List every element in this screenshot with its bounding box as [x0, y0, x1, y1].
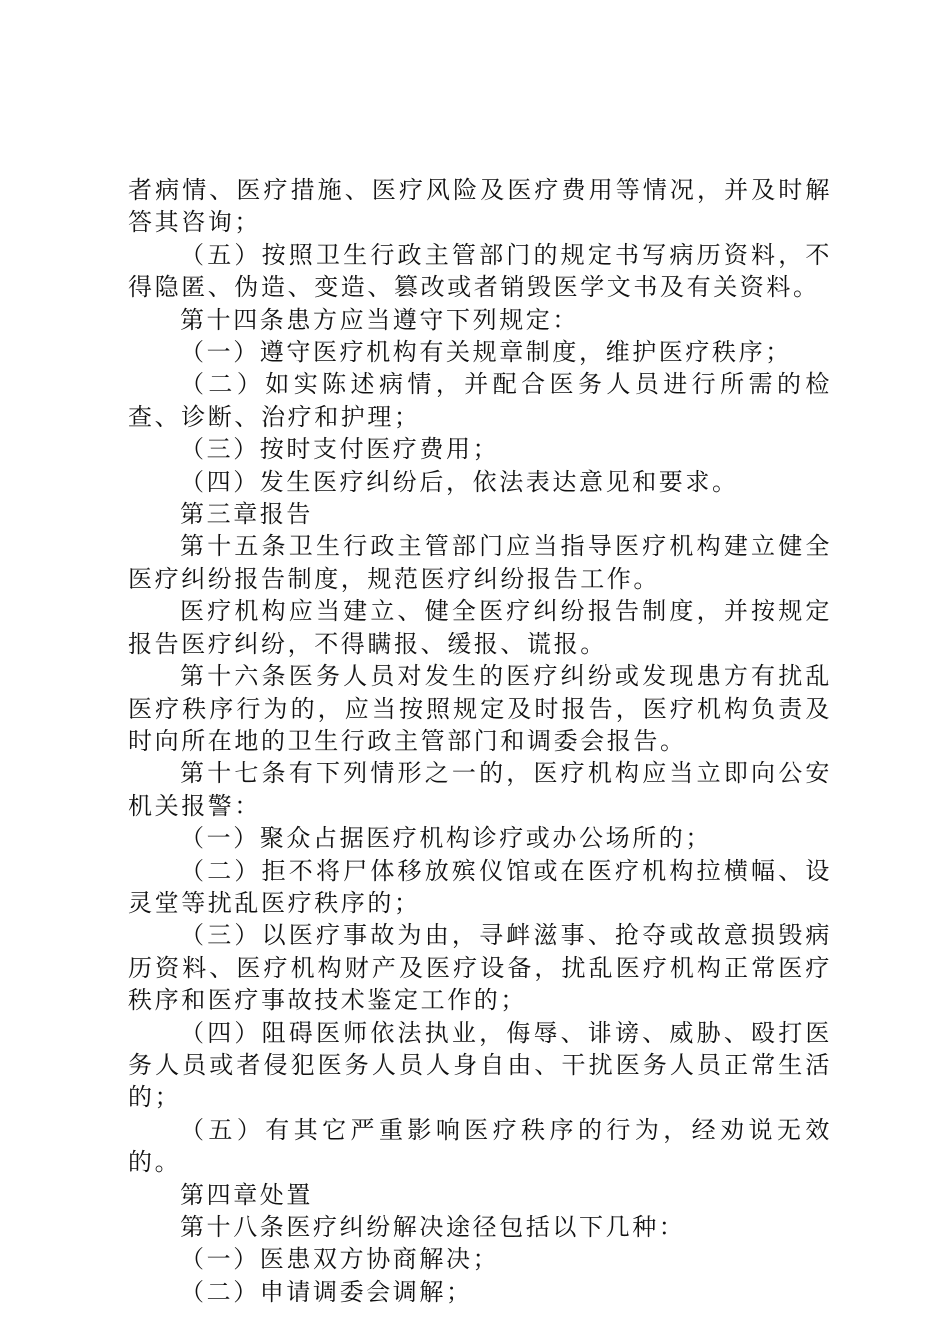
paragraph-4: （一）遵守医疗机构有关规章制度，维护医疗秩序；: [180, 338, 792, 367]
paragraph-11: 第十六条医务人员对发生的医疗纠纷或发现患方有扰乱医疗秩序行为的，应当按照规定及时报告，医疗机构负责及时向所在地的卫生行政主管部门和调委会报告。: [128, 662, 832, 755]
paragraph-16: （四）阻碍医师依法执业，侮辱、诽谤、威胁、殴打医务人员或者侵犯医务人员人身自由、干扰医务人员正常生活的；: [128, 1018, 832, 1112]
paragraph-21: （二）申请调委会调解；: [180, 1277, 473, 1306]
paragraph-17: （五）有其它严重影响医疗秩序的行为，经劝说无效的。: [128, 1115, 832, 1177]
paragraph-10: 医疗机构应当建立、健全医疗纠纷报告制度，并按规定报告医疗纠纷，不得瞒报、缓报、谎报。: [128, 597, 832, 658]
paragraph-1: 者病情、医疗措施、医疗风险及医疗费用等情况，并及时解答其咨询；: [128, 176, 832, 237]
paragraph-14: （二）拒不将尸体移放殡仪馆或在医疗机构拉横幅、设灵堂等扰乱医疗秩序的；: [128, 856, 832, 917]
paragraph-7: （四）发生医疗纠纷后，依法表达意见和要求。: [180, 467, 739, 496]
paragraph-9: 第十五条卫生行政主管部门应当指导医疗机构建立健全医疗纠纷报告制度，规范医疗纠纷报告工作。: [128, 532, 832, 593]
paragraph-19: 第十八条医疗纠纷解决途径包括以下几种：: [180, 1213, 686, 1241]
paragraph-20: （一）医患双方协商解决；: [180, 1245, 500, 1274]
paragraph-13: （一）聚众占据医疗机构诊疗或办公场所的；: [180, 824, 712, 853]
document-body: [128, 174, 832, 1308]
paragraph-15: （三）以医疗事故为由，寻衅滋事、抢夺或故意损毁病历资料、医疗机构财产及医疗设备，扰乱医疗机构正常医疗秩序和医疗事故技术鉴定工作的；: [128, 921, 832, 1015]
paragraph-5: （二）如实陈述病情，并配合医务人员进行所需的检查、诊断、治疗和护理；: [128, 370, 832, 431]
chapter-heading-4: 第四章处置: [180, 1180, 313, 1209]
paragraph-12: 第十七条有下列情形之一的，医疗机构应当立即向公安机关报警：: [128, 759, 832, 820]
chapter-heading-3: 第三章报告: [180, 500, 313, 529]
paragraph-2: （五）按照卫生行政主管部门的规定书写病历资料，不得隐匿、伪造、变造、篡改或者销毁医学文书及有关资料。: [128, 240, 832, 302]
paragraph-6: （三）按时支付医疗费用；: [180, 435, 500, 464]
paragraph-3: 第十四条患方应当遵守下列规定：: [180, 305, 579, 334]
